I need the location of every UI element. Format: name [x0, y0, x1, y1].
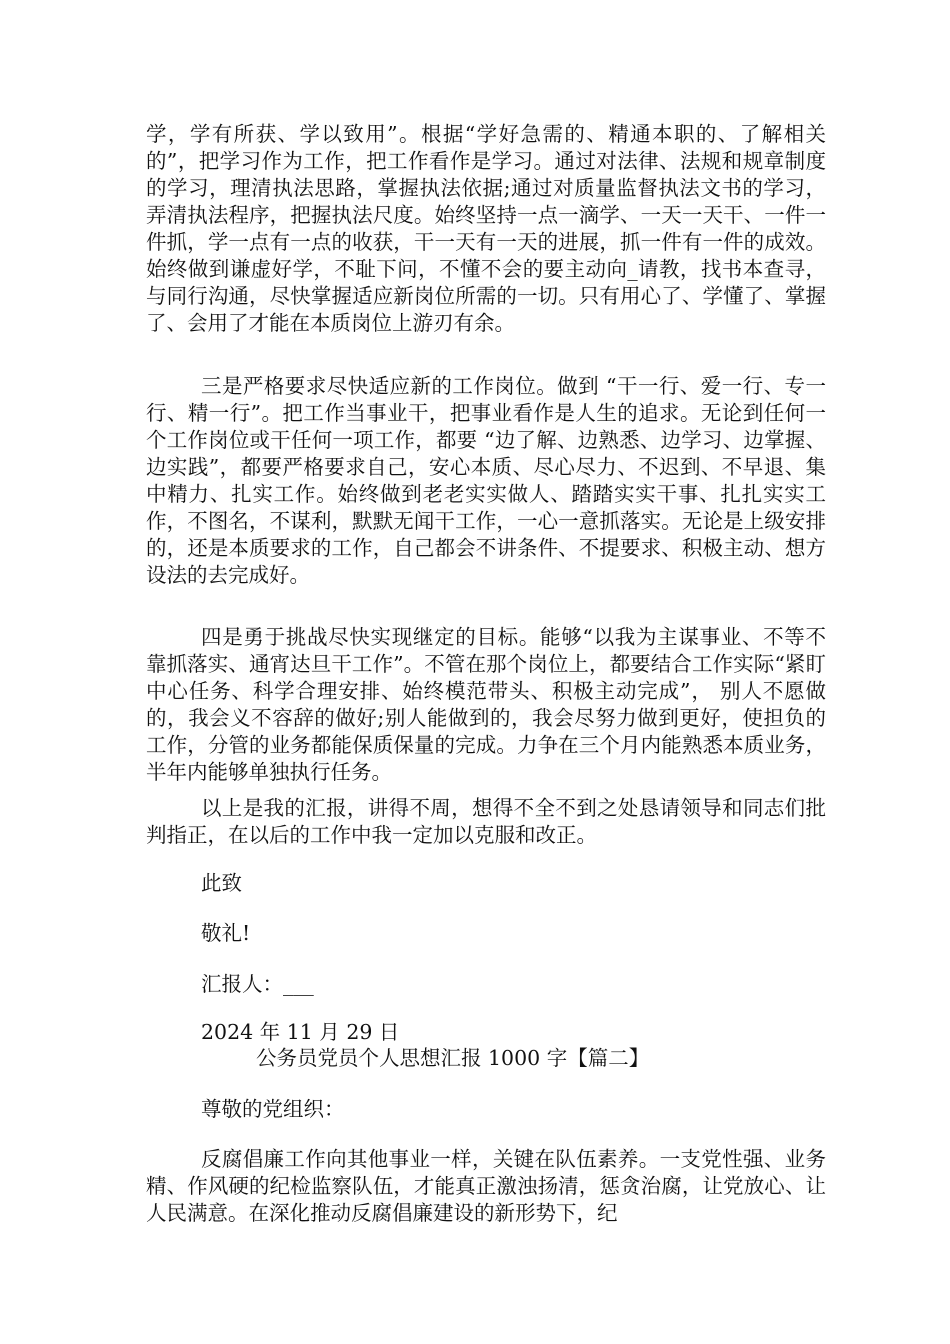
salutation: 敬礼! — [201, 921, 251, 945]
closing-phrase: 此致 — [201, 871, 242, 895]
paragraph-fourth-point: 四是勇于挑战尽快实现继定的目标。能够“以我为主谋事业、不等不靠抓落实、通宵达旦干工作”。不管在那个岗位上，都要结合工作实际“紧盯中心任务、科学合理安排、始终模范带头、积极主动完成”， 别人不愿做的，我会义不容辞的做好;别人能做到的，我会尽努力做到更好，使担负的工作，分管的业务都能保质保量的完成。力争在三个月内能熟悉本质业务，半年内能够单独执行任务。 — [146, 625, 826, 784]
greeting: 尊敬的党组织： — [201, 1097, 345, 1121]
section-title: 公务员党员个人思想汇报 1000 字【篇二】 — [256, 1046, 650, 1070]
paragraph-third-point: 三是严格要求尽快适应新的工作岗位。做到 “干一行、爱一行、专一行、精一行”。把工作当事业干，把事业看作是人生的追求。无论到任何一个工作岗位或干任何一项工作，都要 “边了解、边熟悉、边学习、边掌握、边实践”，都要严格要求自己，安心本质、尽心尽力、不迟到、不早退、集中精力、扎实工作。始终做到老老实实做人、踏踏实实干事、扎扎实实工作，不图名，不谋利，默默无闻干工作，一心一意抓落实。无论是上级安排的，还是本质要求的工作，自己都会不讲条件、不提要求、积极主动、想方设法的去完成好。 — [146, 374, 826, 587]
paragraph-anticorruption: 反腐倡廉工作向其他事业一样，关键在队伍素养。一支党性强、业务精、作风硬的纪检监察队伍，才能真正激浊扬清，惩贪治腐，让党放心、让人民满意。在深化推动反腐倡廉建设的新形势下，纪 — [146, 1147, 826, 1225]
reporter-line: 汇报人：___ — [201, 972, 314, 996]
paragraph-study: 学，学有所获、学以致用”。根据“学好急需的、精通本职的、了解相关的”，把学习作为工作，把工作看作是学习。通过对法律、法规和规章制度的学习，理清执法思路，掌握执法依据;通过对质量监督执法文书的学习，弄清执法程序，把握执法尺度。始终坚持一点一滴学、一天一天干、一件一件抓，学一点有一点的收获，干一天有一天的进展，抓一件有一件的成效。始终做到谦虚好学，不耻下问，不懂不会的要主动向_请教，找书本查寻，与同行沟通，尽快掌握适应新岗位所需的一切。只有用心了、学懂了、掌握了、会用了才能在本质岗位上游刃有余。 — [146, 122, 826, 335]
report-date: 2024 年 11 月 29 日 — [201, 1020, 400, 1044]
paragraph-conclusion: 以上是我的汇报，讲得不周，想得不全不到之处恳请领导和同志们批判指正，在以后的工作中我一定加以克服和改正。 — [146, 796, 826, 847]
